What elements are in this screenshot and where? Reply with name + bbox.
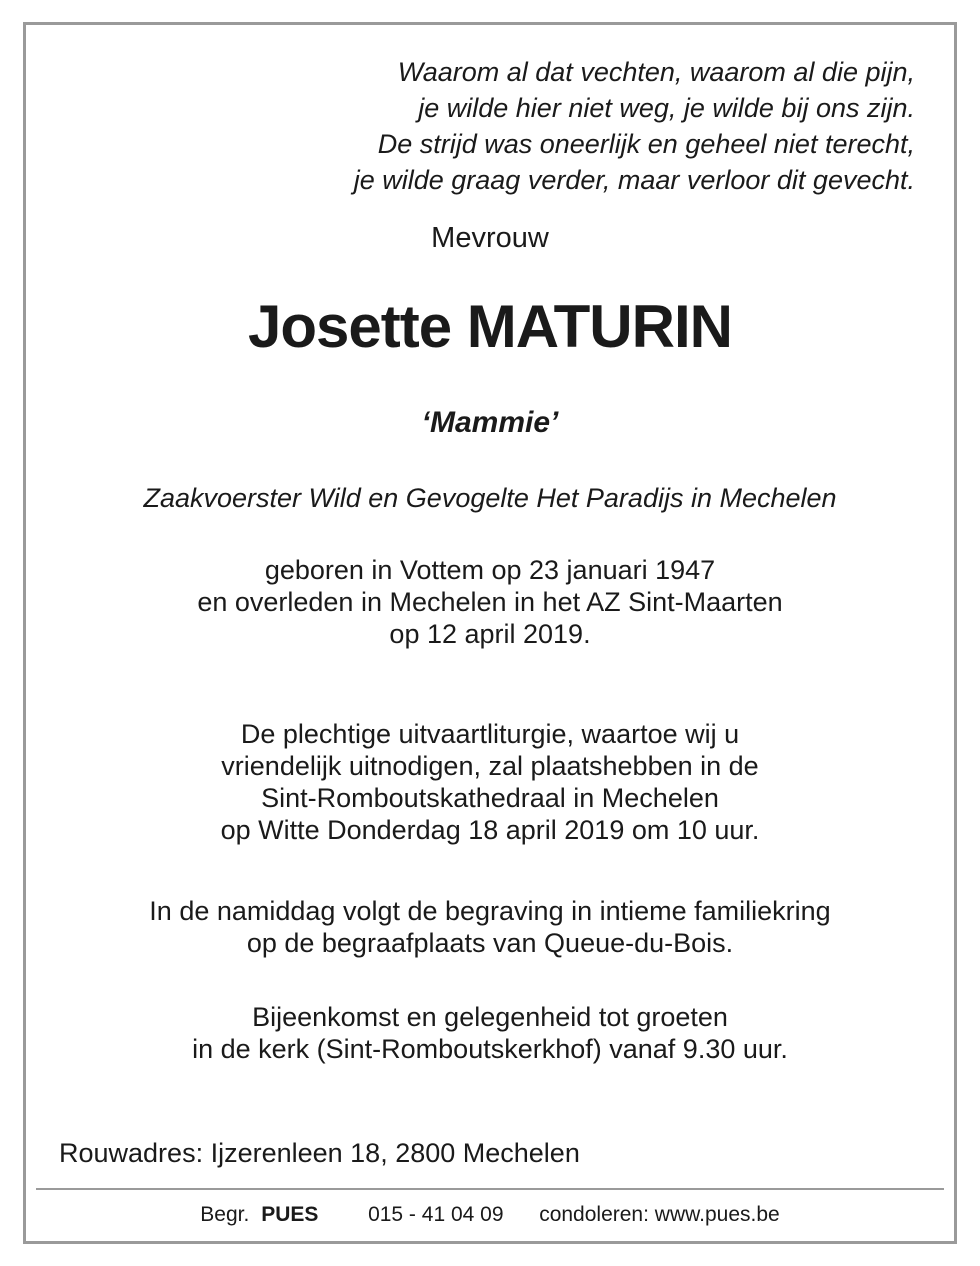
burial-line: op de begraafplaats van Queue-du-Bois. [246, 928, 734, 958]
footer-divider [36, 1188, 944, 1190]
salutation: Mevrouw [431, 222, 549, 254]
footer [0, 1200, 980, 1230]
birth-death-line: op 12 april 2019. [389, 619, 591, 649]
condolence-link[interactable]: condoleren: www.pues.be [539, 1203, 780, 1226]
mourning-address: Rouwadres: Ijzerenleen 18, 2800 Mechelen [59, 1138, 580, 1168]
deceased-name: Josette MATURIN [248, 293, 732, 360]
gathering-info [0, 1001, 980, 1065]
liturgy-line: vriendelijk uitnodigen, zal plaatshebben in de [221, 751, 759, 781]
phone-number: 015 - 41 04 09 [368, 1203, 504, 1226]
undertaker-name: PUES [261, 1203, 319, 1226]
nickname: ‘Mammie’ [421, 406, 559, 439]
poem-line: Waarom al dat vechten, waarom al die pijn, [397, 57, 915, 87]
occupation: Zaakvoerster Wild en Gevogelte Het Paradijs in Mechelen [143, 483, 837, 513]
gathering-line: in de kerk (Sint-Romboutskerkhof) vanaf 9.30 uur. [192, 1034, 788, 1064]
burial-info [0, 895, 980, 959]
liturgy-line: De plechtige uitvaartliturgie, waartoe wij u [240, 719, 740, 749]
birth-death-info [0, 554, 980, 650]
liturgy-line: op Witte Donderdag 18 april 2019 om 10 uur. [220, 815, 760, 845]
burial-line: In de namiddag volgt de begraving in intieme familiekring [149, 896, 831, 926]
liturgy-line: Sint-Romboutskathedraal in Mechelen [261, 783, 719, 813]
memorial-poem [354, 54, 915, 198]
birth-death-line: geboren in Vottem op 23 januari 1947 [264, 555, 716, 585]
poem-line: De strijd was oneerlijk en geheel niet terecht, [377, 129, 915, 159]
poem-line: je wilde hier niet weg, je wilde bij ons zijn. [418, 93, 915, 123]
gathering-line: Bijeenkomst en gelegenheid tot groeten [252, 1002, 728, 1032]
birth-death-line: en overleden in Mechelen in het AZ Sint-Maarten [197, 587, 783, 617]
undertaker-prefix: Begr. [200, 1203, 250, 1226]
poem-line: je wilde graag verder, maar verloor dit gevecht. [353, 165, 915, 195]
funeral-liturgy-info [0, 718, 980, 846]
